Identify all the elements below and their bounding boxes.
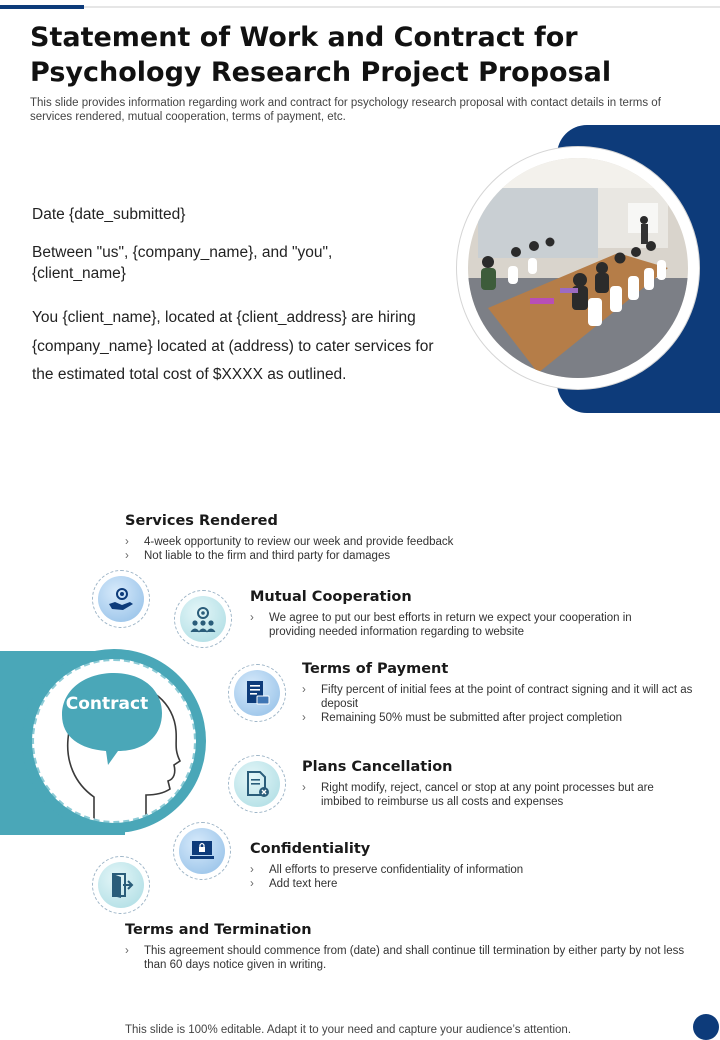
page-subtitle: This slide provides information regarding work and contract for psychology research proposal with contact details in terms of services rendered, mutual cooperation, terms of payment, etc.	[30, 97, 661, 123]
section-title: Services Rendered	[125, 513, 278, 529]
section-confidentiality	[250, 839, 670, 891]
human-head-icon	[34, 661, 196, 823]
intro-parties: Between "us", {company_name}, and "you", {client_name}	[32, 244, 333, 282]
bullet-item: › Remaining 50% must be submitted after project completion	[302, 711, 702, 725]
section-title: Mutual Cooperation	[250, 589, 412, 605]
top-rule	[0, 6, 720, 8]
top-accent-bar	[0, 5, 84, 9]
section-plans-cancellation	[302, 757, 692, 809]
bullet-list	[302, 781, 692, 809]
bullet-item: › All efforts to preserve confidentiality of information	[250, 863, 670, 877]
contract-label: Contract	[65, 694, 149, 714]
footer-dot	[693, 1014, 719, 1040]
footer-note: This slide is 100% editable. Adapt it to your need and capture your audience’s attention.	[125, 1024, 572, 1036]
bullet-item: › We agree to put our best efforts in return we expect your cooperation in providing needed information regarding to website	[250, 611, 670, 639]
section-title: Plans Cancellation	[302, 759, 453, 775]
section-title: Terms and Termination	[125, 922, 312, 938]
bullet-list	[250, 863, 670, 891]
section-title: Confidentiality	[250, 841, 371, 857]
laptop-lock-icon	[187, 836, 217, 866]
bullet-item: › This agreement should commence from (date) and shall continue till termination by either party by not less than 60 days notice given in writing.	[125, 944, 690, 972]
intro-date: Date {date_submitted}	[32, 206, 186, 223]
bullet-item: › Add text here	[250, 877, 670, 891]
section-services-rendered	[125, 511, 625, 563]
document-cancel-icon	[242, 769, 272, 799]
bullet-item: › Not liable to the firm and third party for damages	[125, 549, 625, 563]
bullet-list	[250, 611, 670, 639]
bullet-list	[302, 683, 702, 725]
section-terms-and-termination	[125, 920, 690, 972]
section-title: Terms of Payment	[302, 661, 449, 677]
bullet-list	[125, 944, 690, 972]
services-icon-circle	[92, 570, 150, 628]
section-mutual-cooperation	[250, 587, 670, 639]
hand-gear-icon	[106, 584, 136, 614]
confidentiality-icon-circle	[173, 822, 231, 880]
bullet-item: › Right modify, reject, cancel or stop at any point processes but are imbibed to reimburse us all costs and expenses	[302, 781, 692, 809]
termination-icon-circle	[92, 856, 150, 914]
meeting-room-photo	[468, 158, 688, 378]
page-title: Statement of Work and Contract for Psychology Research Project Proposal	[30, 22, 612, 88]
invoice-card-icon	[242, 678, 272, 708]
team-gear-icon	[188, 604, 218, 634]
intro-body: You {client_name}, located at {client_address} are hiring {company_name} located at (address) to cater services for the estimated total cost of $XXXX as outlined.	[32, 309, 434, 383]
bullet-item: › Fifty percent of initial fees at the point of contract signing and it will act as deposit	[302, 683, 702, 711]
bullet-list	[125, 535, 625, 563]
cancellation-icon-circle	[228, 755, 286, 813]
exit-door-icon	[106, 870, 136, 900]
section-terms-of-payment	[302, 659, 702, 725]
payment-icon-circle	[228, 664, 286, 722]
cooperation-icon-circle	[174, 590, 232, 648]
bullet-item: › 4-week opportunity to review our week and provide feedback	[125, 535, 625, 549]
contract-circle-inner	[32, 659, 196, 823]
